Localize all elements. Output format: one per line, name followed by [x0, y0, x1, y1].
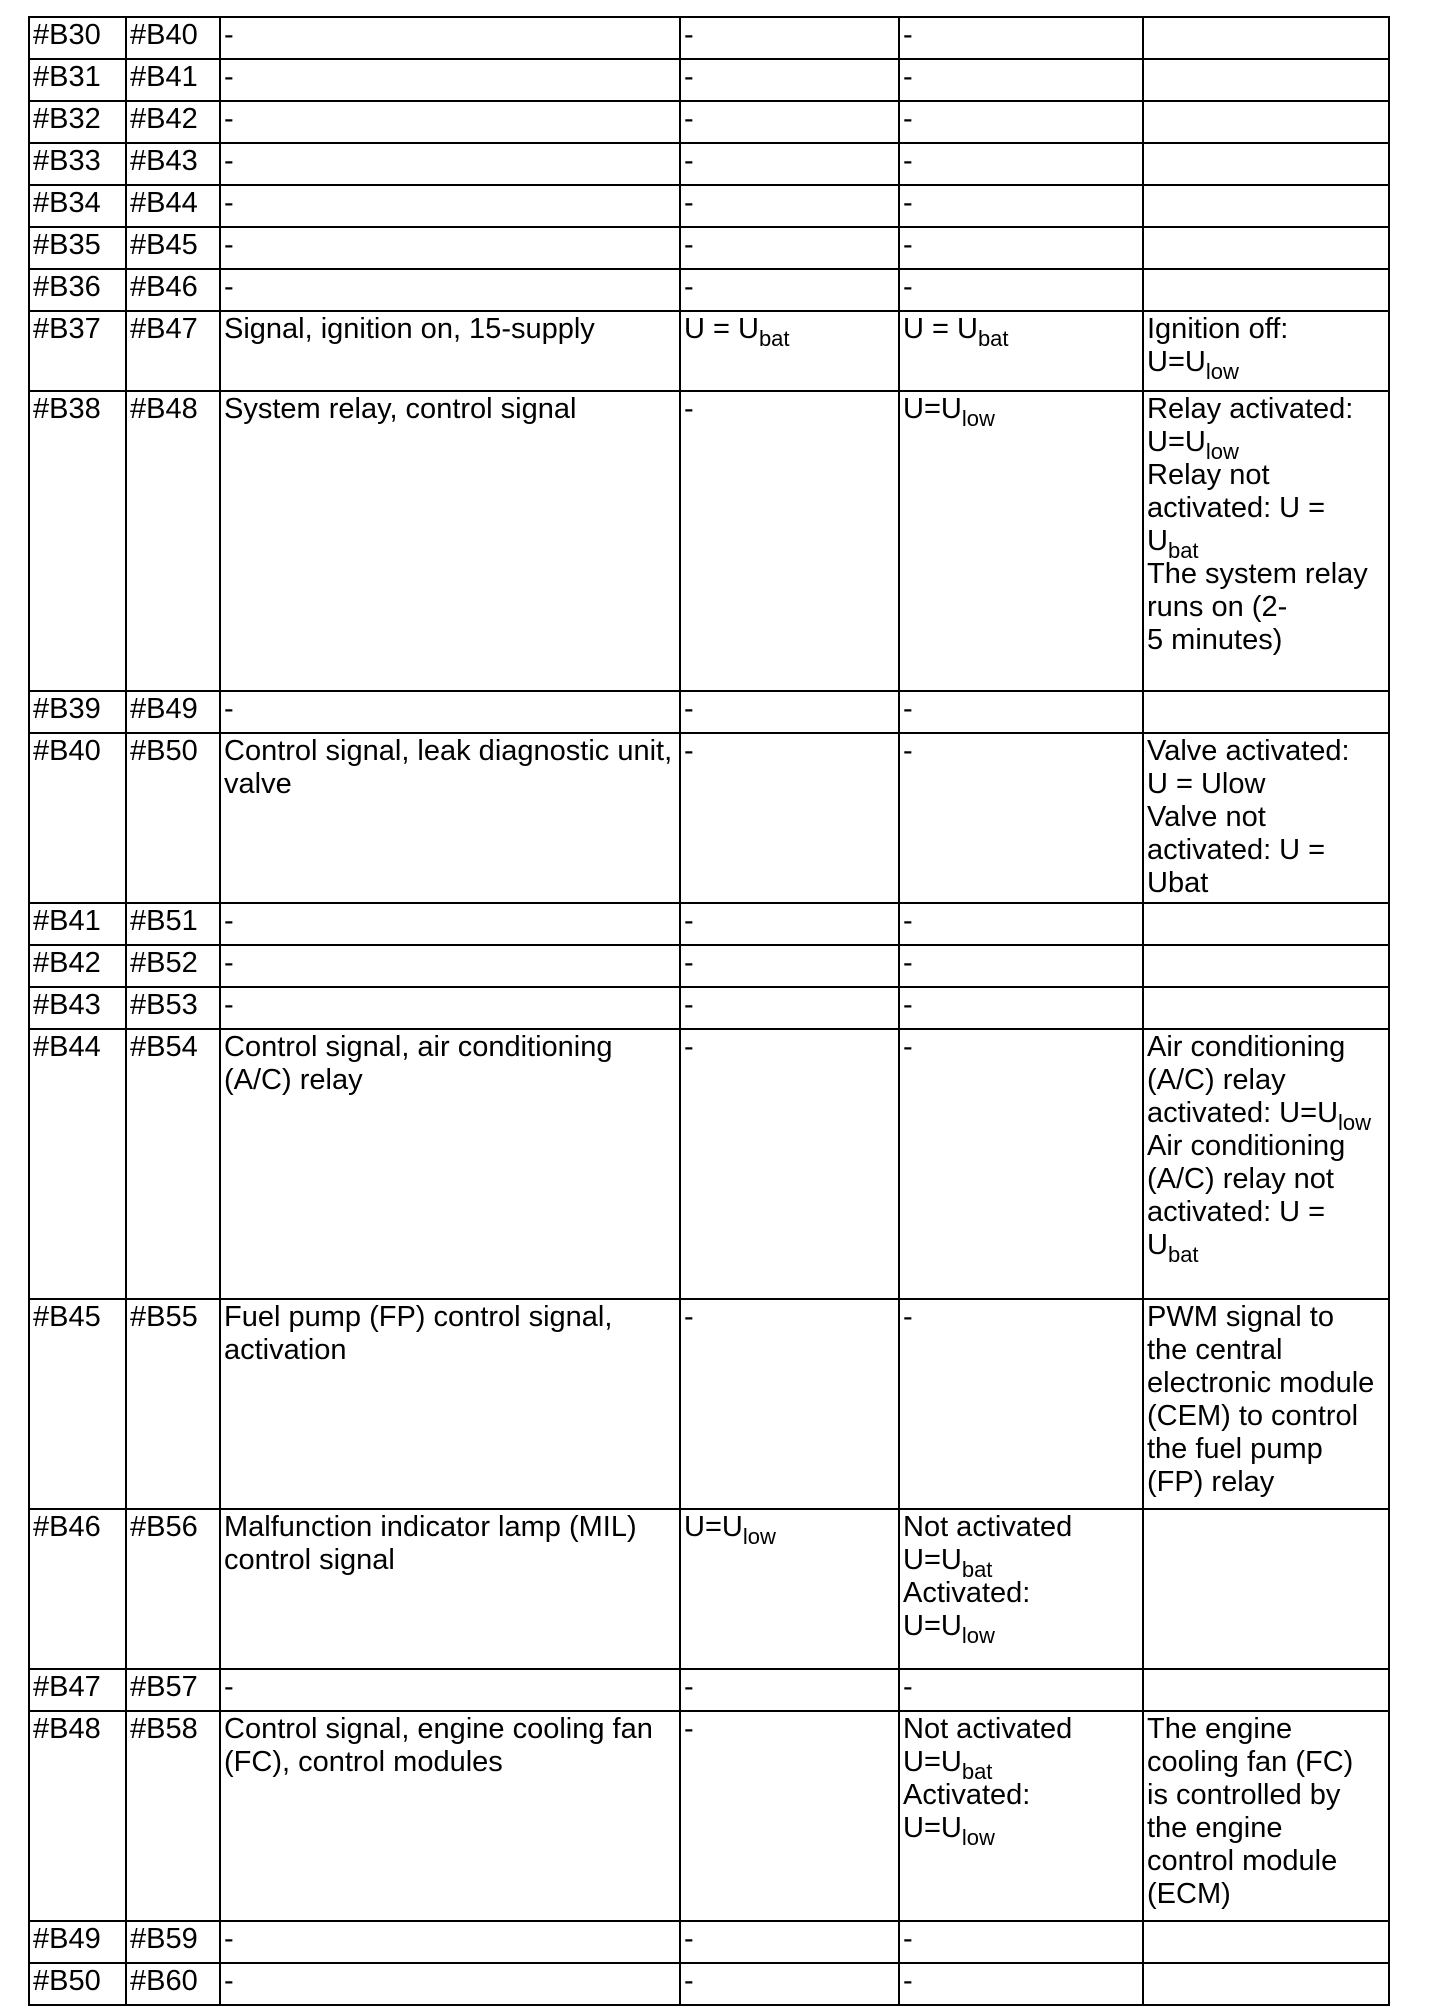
- note-cell: [1143, 945, 1389, 987]
- description-cell: System relay, control signal: [220, 391, 680, 691]
- table-row: [29, 311, 1389, 391]
- cell-line: -: [684, 1031, 694, 1063]
- table-row: [29, 185, 1389, 227]
- value-cell-1: [680, 17, 899, 59]
- cell-line: (FP) relay: [1147, 1466, 1275, 1498]
- cell-line: activated: U =: [1147, 492, 1326, 524]
- pin-assignment-table: [28, 16, 1390, 2006]
- value-cell-2: [899, 1669, 1143, 1711]
- value-cell-2: [899, 945, 1143, 987]
- note-cell: [1143, 101, 1389, 143]
- cell-line: activated: U =: [1147, 1196, 1326, 1228]
- description-cell: Fuel pump (FP) control signal, activation: [220, 1299, 680, 1509]
- value-cell-2: [899, 59, 1143, 101]
- cell-line: -: [684, 103, 694, 135]
- cell-line: The engine: [1147, 1713, 1293, 1745]
- cell-line: Air conditioning: [1147, 1031, 1346, 1063]
- cell-line: $U=U_{low}$: [1147, 346, 1239, 384]
- table-row: [29, 1029, 1389, 1299]
- cell-line: -: [903, 19, 913, 51]
- cell-line: $U=U_{low}$: [903, 1812, 995, 1850]
- note-cell: [1143, 1921, 1389, 1963]
- description-cell: Control signal, engine cooling fan (FC), control modules: [220, 1711, 680, 1921]
- pin-a-cell: #B39: [29, 691, 126, 733]
- value-cell-2: [899, 733, 1143, 903]
- pin-a-cell: #B48: [29, 1711, 126, 1921]
- pin-a-cell: #B43: [29, 987, 126, 1029]
- cell-line: -: [684, 947, 694, 979]
- value-cell-1: [680, 945, 899, 987]
- pin-b-cell: #B49: [126, 691, 220, 733]
- table-row: [29, 143, 1389, 185]
- cell-line: -: [903, 1923, 913, 1955]
- note-cell: [1143, 391, 1389, 691]
- cell-line: -: [684, 61, 694, 93]
- value-cell-1: [680, 269, 899, 311]
- cell-line: -: [903, 103, 913, 135]
- value-cell-1: [680, 1299, 899, 1509]
- cell-line: -: [684, 735, 694, 767]
- pin-a-cell: #B40: [29, 733, 126, 903]
- cell-line: -: [684, 145, 694, 177]
- value-cell-2: [899, 903, 1143, 945]
- cell-line: activated: $U=U_{low}$: [1147, 1097, 1372, 1135]
- cell-line: control module: [1147, 1845, 1338, 1877]
- cell-line: Relay activated:: [1147, 393, 1354, 425]
- cell-line: $U = U_{bat}$: [903, 313, 1009, 351]
- cell-line: -: [903, 989, 913, 1021]
- cell-line: -: [903, 1965, 913, 1997]
- cell-line: -: [684, 271, 694, 303]
- table-row: [29, 691, 1389, 733]
- cell-line: -: [903, 1301, 913, 1333]
- pin-b-cell: #B51: [126, 903, 220, 945]
- note-cell: [1143, 185, 1389, 227]
- pin-b-cell: #B56: [126, 1509, 220, 1669]
- pin-b-cell: #B58: [126, 1711, 220, 1921]
- pin-b-cell: #B45: [126, 227, 220, 269]
- pin-a-cell: #B41: [29, 903, 126, 945]
- value-cell-1: [680, 1669, 899, 1711]
- cell-line: Air conditioning: [1147, 1130, 1346, 1162]
- cell-line: -: [684, 1301, 694, 1333]
- value-cell-2: [899, 185, 1143, 227]
- value-cell-2: [899, 101, 1143, 143]
- cell-line: the engine: [1147, 1812, 1283, 1844]
- note-cell: [1143, 903, 1389, 945]
- cell-line: $U=U_{bat}$: [903, 1544, 993, 1582]
- table-row: [29, 17, 1389, 59]
- pin-b-cell: #B59: [126, 1921, 220, 1963]
- description-cell: Malfunction indicator lamp (MIL) control signal: [220, 1509, 680, 1669]
- value-cell-1: [680, 691, 899, 733]
- value-cell-1: [680, 1921, 899, 1963]
- cell-line: -: [684, 905, 694, 937]
- cell-line: cooling fan (FC): [1147, 1746, 1354, 1778]
- pin-b-cell: #B42: [126, 101, 220, 143]
- cell-line: Ubat: [1147, 867, 1209, 899]
- cell-line: runs on (2-: [1147, 591, 1288, 623]
- value-cell-2: [899, 311, 1143, 391]
- note-cell: [1143, 269, 1389, 311]
- cell-line: -: [684, 187, 694, 219]
- pin-b-cell: #B41: [126, 59, 220, 101]
- cell-line: the fuel pump: [1147, 1433, 1323, 1465]
- note-cell: [1143, 143, 1389, 185]
- table-row: [29, 1711, 1389, 1921]
- value-cell-2: [899, 17, 1143, 59]
- cell-line: -: [903, 735, 913, 767]
- pin-a-cell: #B31: [29, 59, 126, 101]
- cell-line: U = Ulow: [1147, 768, 1266, 800]
- description-cell: Control signal, air conditioning (A/C) relay: [220, 1029, 680, 1299]
- note-cell: [1143, 1029, 1389, 1299]
- cell-line: -: [903, 61, 913, 93]
- cell-line: the central: [1147, 1334, 1283, 1366]
- value-cell-1: [680, 987, 899, 1029]
- value-cell-2: [899, 1509, 1143, 1669]
- cell-line: $U=U_{low}$: [684, 1511, 776, 1549]
- description-cell: Signal, ignition on, 15-supply: [220, 311, 680, 391]
- table-row: [29, 1921, 1389, 1963]
- note-cell: [1143, 227, 1389, 269]
- value-cell-1: [680, 227, 899, 269]
- cell-line: The system relay: [1147, 558, 1368, 590]
- pin-b-cell: #B53: [126, 987, 220, 1029]
- cell-line: (CEM) to control: [1147, 1400, 1359, 1432]
- pin-b-cell: #B40: [126, 17, 220, 59]
- pin-a-cell: #B37: [29, 311, 126, 391]
- value-cell-2: [899, 391, 1143, 691]
- cell-line: $U_{bat}$: [1147, 1229, 1199, 1267]
- table-row: [29, 227, 1389, 269]
- note-cell: [1143, 1711, 1389, 1921]
- description-cell: -: [220, 1669, 680, 1711]
- table-row: [29, 733, 1389, 903]
- cell-line: -: [903, 1671, 913, 1703]
- value-cell-2: [899, 227, 1143, 269]
- cell-line: -: [903, 229, 913, 261]
- cell-line: (A/C) relay: [1147, 1064, 1286, 1096]
- value-cell-1: [680, 903, 899, 945]
- table-row: [29, 903, 1389, 945]
- cell-line: -: [903, 187, 913, 219]
- cell-line: $U = U_{bat}$: [684, 313, 790, 351]
- table-row: [29, 1963, 1389, 2005]
- pin-a-cell: #B45: [29, 1299, 126, 1509]
- description-cell: -: [220, 987, 680, 1029]
- pin-a-cell: #B46: [29, 1509, 126, 1669]
- note-cell: [1143, 1963, 1389, 2005]
- description-cell: -: [220, 945, 680, 987]
- description-cell: -: [220, 143, 680, 185]
- description-cell: -: [220, 17, 680, 59]
- cell-line: $U_{bat}$: [1147, 525, 1199, 563]
- description-cell: -: [220, 185, 680, 227]
- note-cell: [1143, 1669, 1389, 1711]
- pin-b-cell: #B44: [126, 185, 220, 227]
- note-cell: [1143, 733, 1389, 903]
- value-cell-2: [899, 987, 1143, 1029]
- cell-line: Not activated: [903, 1511, 1073, 1543]
- value-cell-2: [899, 691, 1143, 733]
- cell-line: $U=U_{bat}$: [903, 1746, 993, 1784]
- pin-b-cell: #B47: [126, 311, 220, 391]
- table-row: [29, 59, 1389, 101]
- cell-line: (ECM): [1147, 1878, 1231, 1910]
- cell-line: -: [684, 229, 694, 261]
- cell-line: -: [903, 905, 913, 937]
- table-row: [29, 391, 1389, 691]
- pin-a-cell: #B47: [29, 1669, 126, 1711]
- pin-b-cell: #B54: [126, 1029, 220, 1299]
- table-row: [29, 945, 1389, 987]
- note-cell: [1143, 1299, 1389, 1509]
- value-cell-1: [680, 143, 899, 185]
- cell-line: -: [684, 989, 694, 1021]
- table-row: [29, 1669, 1389, 1711]
- cell-line: $U=U_{low}$: [903, 393, 995, 431]
- value-cell-1: [680, 733, 899, 903]
- description-cell: -: [220, 903, 680, 945]
- value-cell-2: [899, 1029, 1143, 1299]
- table-row: [29, 101, 1389, 143]
- pin-a-cell: #B38: [29, 391, 126, 691]
- cell-line: Ignition off:: [1147, 313, 1289, 345]
- note-cell: [1143, 17, 1389, 59]
- table-row: [29, 987, 1389, 1029]
- pin-a-cell: #B35: [29, 227, 126, 269]
- cell-line: (A/C) relay not: [1147, 1163, 1334, 1195]
- cell-line: activated: U =: [1147, 834, 1326, 866]
- description-cell: -: [220, 691, 680, 733]
- cell-line: -: [684, 1671, 694, 1703]
- cell-line: -: [684, 693, 694, 725]
- cell-line: -: [684, 1713, 694, 1745]
- cell-line: $U=U_{low}$: [1147, 426, 1239, 464]
- pin-a-cell: #B49: [29, 1921, 126, 1963]
- cell-line: Not activated: [903, 1713, 1073, 1745]
- pin-a-cell: #B32: [29, 101, 126, 143]
- cell-line: -: [903, 271, 913, 303]
- cell-line: Valve activated:: [1147, 735, 1350, 767]
- value-cell-2: [899, 1963, 1143, 2005]
- pin-a-cell: #B44: [29, 1029, 126, 1299]
- note-cell: [1143, 987, 1389, 1029]
- cell-line: Activated:: [903, 1779, 1031, 1811]
- pin-a-cell: #B33: [29, 143, 126, 185]
- pin-b-cell: #B50: [126, 733, 220, 903]
- pin-a-cell: #B50: [29, 1963, 126, 2005]
- pin-a-cell: #B36: [29, 269, 126, 311]
- note-cell: [1143, 1509, 1389, 1669]
- pin-b-cell: #B48: [126, 391, 220, 691]
- value-cell-1: [680, 311, 899, 391]
- value-cell-1: [680, 101, 899, 143]
- pin-b-cell: #B43: [126, 143, 220, 185]
- value-cell-2: [899, 269, 1143, 311]
- value-cell-2: [899, 1921, 1143, 1963]
- value-cell-2: [899, 1711, 1143, 1921]
- pin-a-cell: #B30: [29, 17, 126, 59]
- cell-line: $U=U_{low}$: [903, 1610, 995, 1648]
- pin-a-cell: #B34: [29, 185, 126, 227]
- value-cell-2: [899, 1299, 1143, 1509]
- value-cell-1: [680, 391, 899, 691]
- table-row: [29, 1509, 1389, 1669]
- table-row: [29, 269, 1389, 311]
- description-cell: -: [220, 1963, 680, 2005]
- note-cell: [1143, 59, 1389, 101]
- table-body: [29, 17, 1389, 2005]
- description-cell: -: [220, 1921, 680, 1963]
- cell-line: -: [684, 19, 694, 51]
- note-cell: [1143, 311, 1389, 391]
- value-cell-1: [680, 185, 899, 227]
- description-cell: -: [220, 59, 680, 101]
- cell-line: PWM signal to: [1147, 1301, 1334, 1333]
- value-cell-1: [680, 1029, 899, 1299]
- cell-line: Relay not: [1147, 459, 1270, 491]
- pin-a-cell: #B42: [29, 945, 126, 987]
- value-cell-1: [680, 1509, 899, 1669]
- cell-line: -: [684, 1923, 694, 1955]
- cell-line: -: [903, 145, 913, 177]
- value-cell-1: [680, 1963, 899, 2005]
- cell-line: Activated:: [903, 1577, 1031, 1609]
- cell-line: -: [903, 947, 913, 979]
- cell-line: -: [903, 693, 913, 725]
- value-cell-1: [680, 1711, 899, 1921]
- value-cell-1: [680, 59, 899, 101]
- cell-line: -: [903, 1031, 913, 1063]
- pin-b-cell: #B55: [126, 1299, 220, 1509]
- description-cell: -: [220, 269, 680, 311]
- cell-line: -: [684, 393, 694, 425]
- description-cell: Control signal, leak diagnostic unit, valve: [220, 733, 680, 903]
- table-row: [29, 1299, 1389, 1509]
- cell-line: Valve not: [1147, 801, 1266, 833]
- pin-b-cell: #B60: [126, 1963, 220, 2005]
- description-cell: -: [220, 227, 680, 269]
- cell-line: -: [684, 1965, 694, 1997]
- note-cell: [1143, 691, 1389, 733]
- pin-b-cell: #B52: [126, 945, 220, 987]
- pin-b-cell: #B46: [126, 269, 220, 311]
- value-cell-2: [899, 143, 1143, 185]
- description-cell: -: [220, 101, 680, 143]
- cell-line: electronic module: [1147, 1367, 1375, 1399]
- pin-b-cell: #B57: [126, 1669, 220, 1711]
- cell-line: is controlled by: [1147, 1779, 1341, 1811]
- cell-line: 5 minutes): [1147, 624, 1283, 656]
